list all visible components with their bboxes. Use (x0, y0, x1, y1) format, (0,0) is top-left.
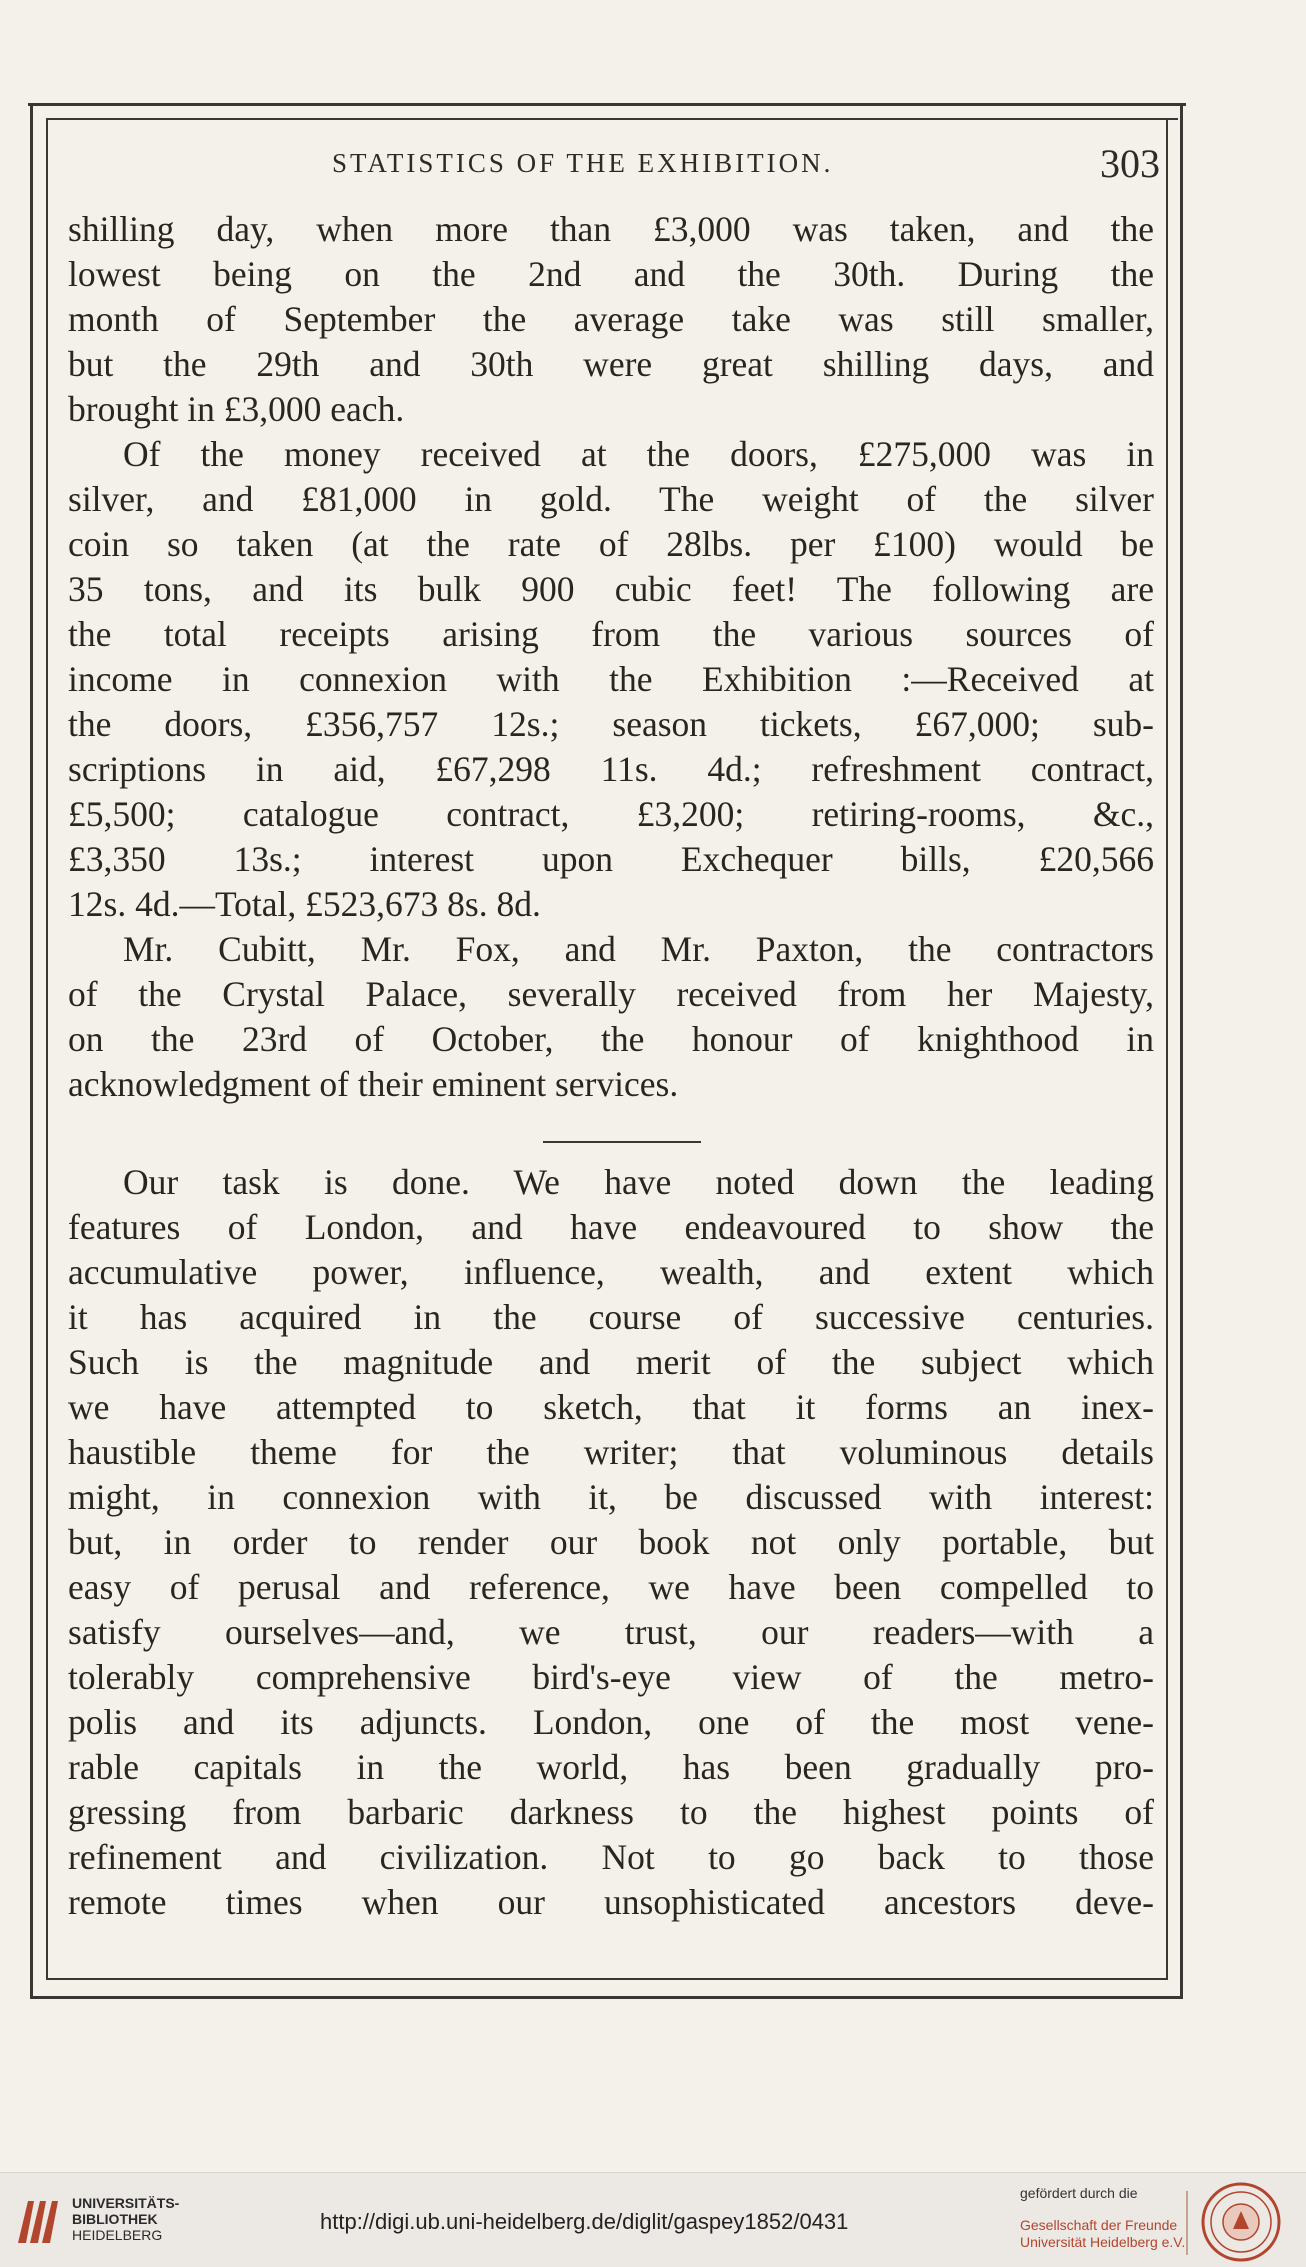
university-seal-icon (1200, 2181, 1282, 2263)
text-line: £5,500; catalogue contract, £3,200; retiring-rooms, &c., (68, 794, 1154, 834)
text-line: of the Crystal Palace, severally received from her Majesty, (68, 974, 1154, 1014)
text-line: silver, and £81,000 in gold. The weight of the silver (68, 479, 1154, 519)
text-line: accumulative power, influence, wealth, and extent which (68, 1252, 1154, 1292)
text-line: remote times when our unsophisticated ancestors deve- (68, 1882, 1154, 1922)
text-line: refinement and civilization. Not to go back to those (68, 1837, 1154, 1877)
frame-rule-top-outer (28, 103, 1186, 106)
text-line: rable capitals in the world, has been gradually pro- (68, 1747, 1154, 1787)
text-line: polis and its adjuncts. London, one of the most vene- (68, 1702, 1154, 1742)
text-line: acknowledgment of their eminent services. (68, 1064, 679, 1104)
text-line: but the 29th and 30th were great shilling days, and (68, 344, 1154, 384)
text-line: the doors, £356,757 12s.; season tickets, £67,000; sub- (68, 704, 1154, 744)
text-line: Our task is done. We have noted down the leading (123, 1162, 1154, 1202)
text-line: income in connexion with the Exhibition :—Received at (68, 659, 1154, 699)
frame-rule-right-inner (1166, 118, 1168, 1980)
frame-rule-bottom-inner (46, 1978, 1168, 1980)
text-line: £3,350 13s.; interest upon Exchequer bills, £20,566 (68, 839, 1154, 879)
text-line: gressing from barbaric darkness to the highest points of (68, 1792, 1154, 1832)
text-line: on the 23rd of October, the honour of knighthood in (68, 1019, 1154, 1059)
library-name (72, 2195, 179, 2243)
text-line: tolerably comprehensive bird's-eye view of the metro- (68, 1657, 1154, 1697)
text-line: month of September the average take was still smaller, (68, 299, 1154, 339)
text-line: satisfy ourselves—and, we trust, our readers—with a (68, 1612, 1154, 1652)
heidelberg-library-logo-icon (14, 2193, 62, 2249)
text-line: shilling day, when more than £3,000 was taken, and the (68, 209, 1154, 249)
text-line: features of London, and have endeavoured to show the (68, 1207, 1154, 1247)
text-line: haustible theme for the writer; that voluminous details (68, 1432, 1154, 1472)
sponsor-name-line1: Gesellschaft der Freunde (1020, 2217, 1178, 2233)
text-line: it has acquired in the course of successive centuries. (68, 1297, 1154, 1337)
text-line: easy of perusal and reference, we have been compelled to (68, 1567, 1154, 1607)
permalink-url[interactable]: http://digi.ub.uni-heidelberg.de/diglit/gaspey1852/0431 (320, 2209, 849, 2234)
text-line: but, in order to render our book not only portable, but (68, 1522, 1154, 1562)
running-head: STATISTICS OF THE EXHIBITION. (332, 148, 834, 178)
sponsor-label: gefördert durch die (1020, 2185, 1138, 2201)
text-line: Such is the magnitude and merit of the subject which (68, 1342, 1154, 1382)
frame-rule-left-outer (30, 104, 33, 1999)
text-line: brought in £3,000 each. (68, 389, 405, 429)
text-line: 12s. 4d.—Total, £523,673 8s. 8d. (68, 884, 541, 924)
sponsor-name (1020, 2217, 1185, 2251)
text-line: scriptions in aid, £67,298 11s. 4d.; refreshment contract, (68, 749, 1154, 789)
text-line: Mr. Cubitt, Mr. Fox, and Mr. Paxton, the contractors (123, 929, 1154, 969)
frame-rule-left-inner (46, 118, 48, 1980)
digitization-footer (0, 2172, 1306, 2267)
text-line: 35 tons, and its bulk 900 cubic feet! The following are (68, 569, 1154, 609)
page-number: 303 (1100, 141, 1160, 186)
library-name-line3: HEIDELBERG (72, 2227, 163, 2243)
body-text-section-2 (68, 1160, 1154, 1925)
text-line: the total receipts arising from the various sources of (68, 614, 1154, 654)
sponsor-name-line2: Universität Heidelberg e.V. (1020, 2234, 1186, 2250)
text-line: coin so taken (at the rate of 28lbs. per £100) would be (68, 524, 1154, 564)
frame-rule-top-inner (46, 118, 1178, 120)
library-name-line2: BIBLIOTHEK (72, 2211, 158, 2227)
frame-rule-right-outer (1180, 104, 1183, 1999)
body-text-section-1 (68, 207, 1154, 1107)
library-name-line1: UNIVERSITÄTS- (72, 2195, 180, 2211)
text-line: we have attempted to sketch, that it forms an inex- (68, 1387, 1154, 1427)
text-line: lowest being on the 2nd and the 30th. During the (68, 254, 1154, 294)
sponsor-divider (1186, 2191, 1188, 2255)
page-header (60, 140, 1160, 190)
text-line: Of the money received at the doors, £275,000 was in (123, 434, 1154, 474)
text-line: might, in connexion with it, be discussed with interest: (68, 1477, 1154, 1517)
section-separator-rule (543, 1141, 701, 1143)
frame-rule-bottom-outer (30, 1996, 1183, 1999)
